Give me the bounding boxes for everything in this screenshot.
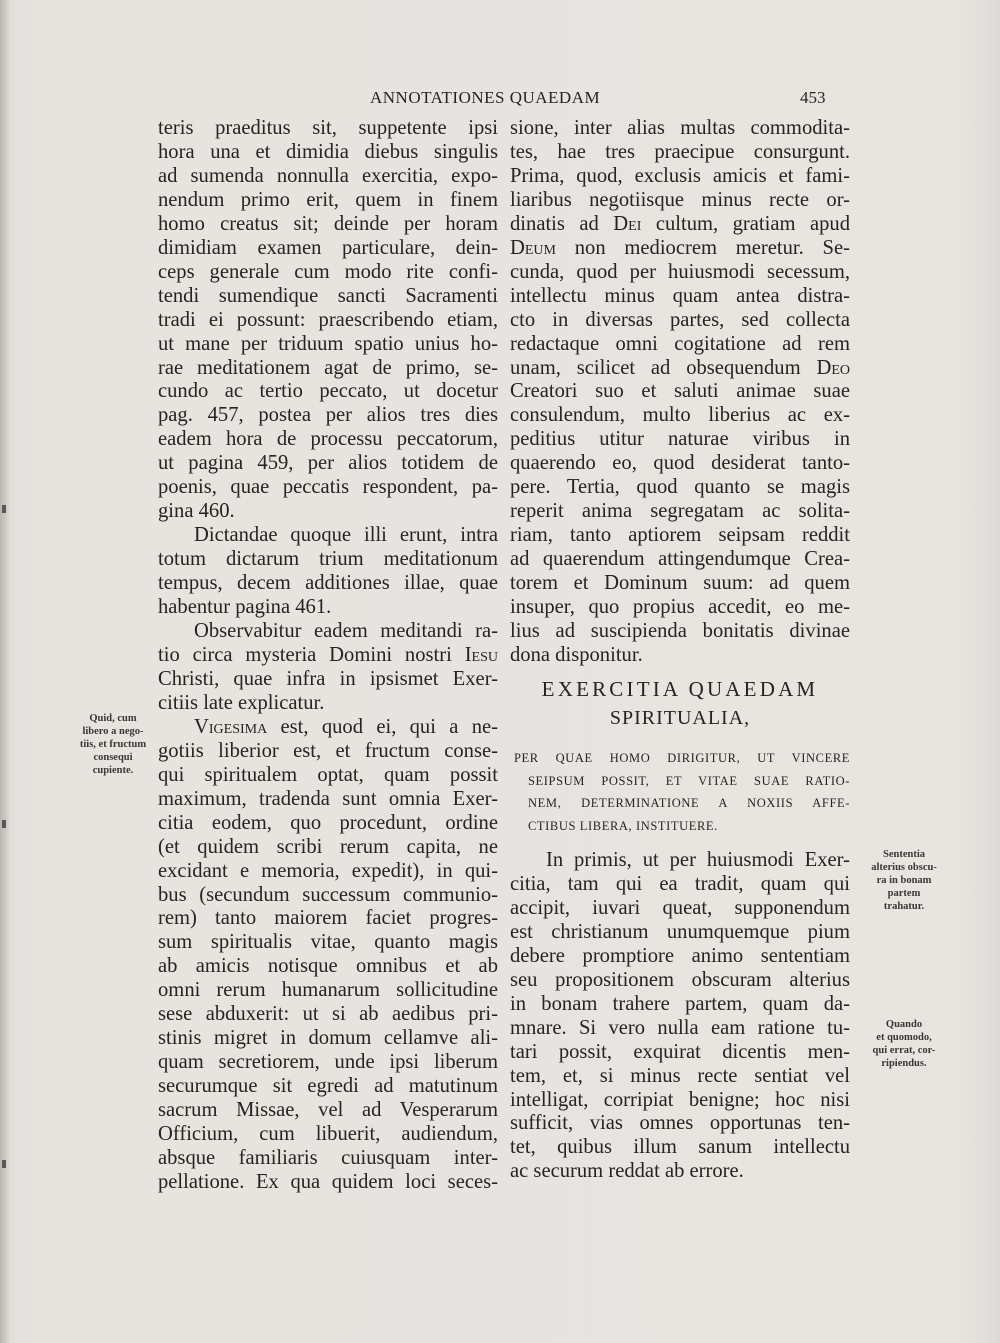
text-line: pellatione. Ex qua quidem loci seces- [158,1170,498,1193]
text-line: tari possit, exquirat dicentis men- [510,1040,850,1063]
text-line: gina 460. [158,500,235,523]
text-line: ut pagina 459, per alios totidem de [158,452,498,475]
subtitle-line: CTIBUS LIBERA, INSTITUERE. [528,818,718,833]
text-run: dinatis ad [510,212,614,235]
small-caps-name: Iesu [464,643,498,666]
page-number: 453 [800,88,826,107]
paragraph-continuation [510,117,850,668]
text-line: tradi ei possunt: praescribendo etiam, [158,308,498,331]
text-line: sum spiritualis vitae, quanto magis [158,931,498,954]
marginal-note-right-2 [856,1018,952,1070]
text-line: securumque sit egredi ad matutinum [158,1075,498,1098]
left-column [158,117,498,1195]
text-line: riam, tanto aptiorem seipsam reddit [510,524,850,547]
note-line: Quando [885,1019,923,1030]
small-caps-name: Dei [613,212,642,235]
note-line: qui errat, cor- [872,1045,936,1056]
text-run: cultum, gratiam apud [641,212,850,235]
text-line [158,644,498,668]
text-line: citiis late explicatur. [158,691,325,714]
text-line: habentur pagina 461. [158,596,332,619]
text-line: ad sumenda nonnulla exercitia, expo- [158,164,498,187]
text-line [510,237,850,261]
text-line: pere. Tertia, quod quanto se magis [510,476,850,499]
marginal-note-left [72,712,154,777]
text-line: hora una et dimidia diebus singulis [158,140,498,163]
text-line: intelligat, corripiat benigne; hoc nisi [510,1088,850,1111]
text-line: cunda, quod per huiusmodi secessum, [510,260,850,283]
text-line: (et quidem scribi rerum capita, ne [158,835,498,858]
text-line: insuper, quo propius accedit, eo me- [510,596,850,619]
small-caps-name: Deo [816,356,850,379]
text-run: tio circa mysteria Domini nostri [158,643,452,666]
text-run: est, quod ei, qui a ne- [267,715,498,738]
text-line [510,213,850,237]
section-title: EXERCITIA QUAEDAM [541,677,819,701]
scan-mark [2,1160,6,1168]
note-line: consequi [93,752,133,763]
right-column-body [510,849,850,1184]
text-line: sione, inter alias multas commodita- [510,117,850,139]
small-caps-word: Vigesima [194,715,268,738]
marginal-note-right-1 [856,848,952,913]
paragraph-2 [158,524,498,620]
text-line: rae meditationem agat de primo, se- [158,356,498,379]
section-subtitle [510,747,850,837]
note-line: alterius obscu- [871,862,937,873]
text-line: Creatori suo et saluti animae suae [510,380,850,403]
text-line: quaerendo eo, quod desiderat tanto- [510,452,850,475]
text-line: tendi sumendique sancti Sacramenti [158,284,498,307]
text-line: excidant e memoria, expedit), in qui- [158,859,498,882]
text-line: absque familiaris cuiusquam inter- [158,1146,498,1169]
note-line: ripiendus. [881,1058,927,1069]
text-line: ab amicis notisque omnibus et ab [158,955,498,978]
text-line: teris praeditus sit, suppetente ipsi [158,117,498,139]
text-line: tes, hae tres praecipue consurgunt. [510,140,850,163]
text-line: bus (secundum successum communio- [158,883,498,906]
text-line: ac securum reddat ab errore. [510,1160,744,1183]
note-line: ra in bonam [876,875,932,886]
text-line: nendum primo erit, quem in finem [158,188,498,211]
text-line: ad quaerendum attingendumque Crea- [510,548,850,571]
text-line: ut mane per triduum spatio unius ho- [158,332,498,355]
right-column [510,117,850,668]
text-line: Dictandae quoque illi erunt, intra [194,524,498,547]
text-line [510,357,850,381]
text-line: stinis migret in domum cellamve ali- [158,1027,498,1050]
small-caps-name: Deum [510,236,556,259]
text-line: In primis, ut per huiusmodi Exer- [546,849,850,871]
running-head: ANNOTATIONES QUAEDAM [370,88,601,107]
text-line: consulendum, multo liberius ac ex- [510,404,850,427]
text-line: sufficit, vias omnes opportunas ten- [510,1112,850,1135]
text-line: omni rerum humanarum sollicitudine [158,979,498,1002]
paragraph-4 [158,716,498,1195]
text-line [158,716,498,740]
text-line: lius ad suscipienda bonitatis divinae [510,620,850,643]
text-line: in bonam trahere partem, quam da- [510,992,850,1015]
note-line: Quid, cum [89,713,137,724]
text-line: qui spiritualem optat, quam possit [158,763,498,786]
note-line: cupiente. [92,765,134,776]
text-line: totum dictarum trium meditationum [158,548,498,571]
note-line: libero a nego- [82,726,144,737]
text-line: redactaque omni cogitatione ad rem [510,332,850,355]
text-line: Officium, cum libuerit, audiendum, [158,1123,498,1146]
scan-mark [2,820,6,828]
note-line: et quomodo, [876,1032,932,1043]
text-line: dimidiam examen particulare, dein- [158,236,498,259]
text-line: cundo ac tertio peccato, ut docetur [158,380,498,403]
text-line: eadem hora de processu peccatorum, [158,428,498,451]
paragraph-3 [158,620,498,716]
note-line: trahatur. [883,901,925,912]
text-line: quam secretiorem, unde ipsi liberum [158,1051,498,1074]
paragraph-1 [158,117,498,524]
text-line: liaribus negotiisque minus recte or- [510,188,850,211]
subtitle-line: PER QUAE HOMO DIRIGITUR, UT VINCERE [514,751,850,765]
text-line: debere promptiore animo sententiam [510,944,850,967]
text-line: citia, tam qui ea tradit, quam qui [510,872,850,895]
note-line: Sententia [883,849,925,860]
text-run: non mediocrem meretur. Se- [555,236,850,259]
text-line: pag. 457, postea per alios tres dies [158,404,498,427]
subtitle-line: SEIPSUM POSSIT, ET VITAE SUAE RATIO- [528,773,850,788]
text-line: mnare. Si vero nulla eam ratione tu- [510,1016,850,1039]
text-line: ceps generale cum modo rite confi- [158,260,498,283]
text-line: tem, et, si minus recte sentiat vel [510,1064,850,1087]
text-line: accipit, iuvari queat, supponendum [510,896,850,919]
page-gutter-shadow [0,0,9,1343]
text-line: seu propositionem obscuram alterius [510,968,850,991]
scan-mark [2,505,6,513]
text-line: Christi, quae infra in ipsismet Exer- [158,667,498,690]
text-line: tet, quibus illum sanum intellectu [510,1136,850,1159]
text-line: cto in diversas partes, sed collecta [510,308,850,331]
text-line: homo creatus sit; deinde per horam [158,212,498,235]
text-line: peditius utitur naturae viribus in [510,428,850,451]
text-line: sese abduxerit: ut si ab aedibus pri- [158,1003,498,1026]
subtitle-line: NEM, DETERMINATIONE A NOXIIS AFFE- [528,796,850,811]
text-line: intellectu minus quam antea distra- [510,284,850,307]
section-title-line-2: SPIRITUALIA, [609,707,751,729]
text-line: citia eodem, quo procedunt, ordine [158,811,498,834]
text-line: reperit anima segregatam ac solita- [510,500,850,523]
text-line: dona disponitur. [510,643,643,666]
text-line: maximum, tradenda sunt omnia Exer- [158,787,498,810]
text-line: Prima, quod, exclusis amicis et fami- [510,164,850,187]
text-line: gotiis liberior est, et fructum conse- [158,739,498,762]
text-line: sacrum Missae, vel ad Vesperarum [158,1099,498,1122]
text-run: unam, scilicet ad obsequendum [510,356,817,379]
text-line: est christianum unumquemque pium [510,920,850,943]
text-line: tempus, decem additiones illae, quae [158,572,498,595]
text-line: rem) tanto maiorem faciet progres- [158,907,498,930]
note-line: tiis, et fructum [79,739,147,750]
text-line: torem et Dominum suum: ad quem [510,572,850,595]
text-line: Observabitur eadem meditandi ra- [194,620,498,643]
text-line: poenis, quae peccatis respondent, pa- [158,476,498,499]
note-line: partem [887,888,921,899]
